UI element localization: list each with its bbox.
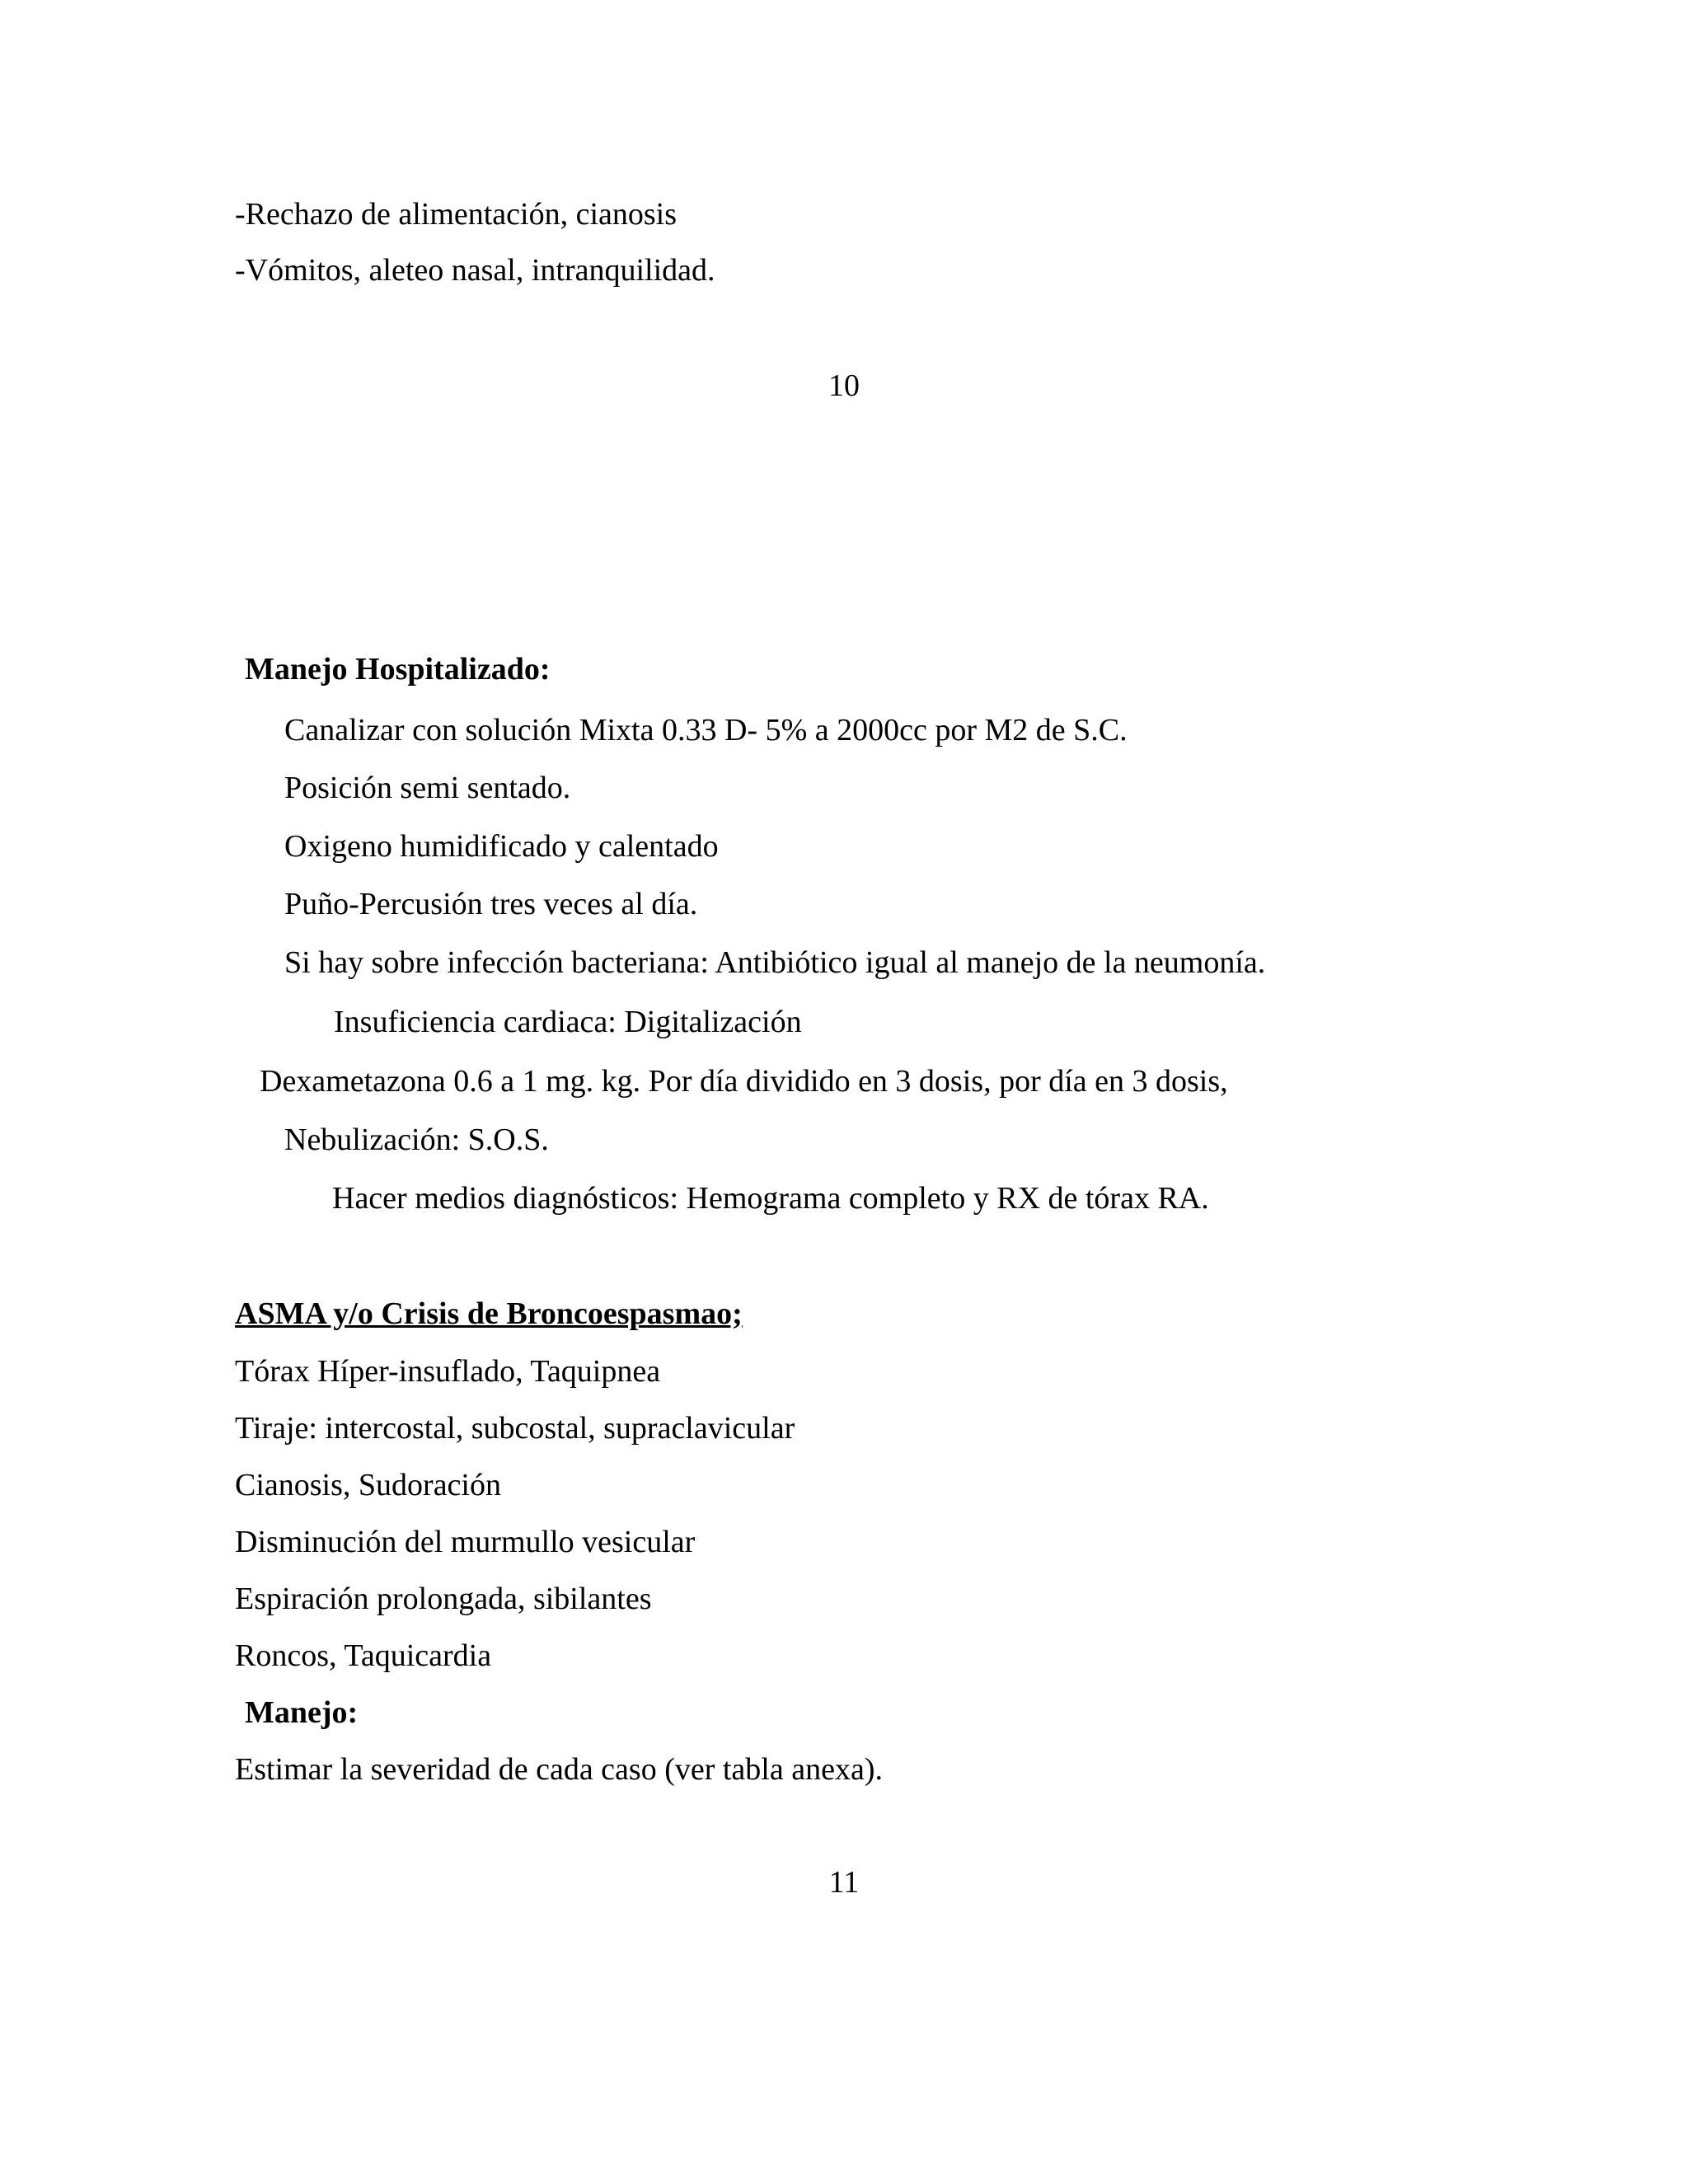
treatment-item: Oxigeno humidificado y calentado [284,829,719,864]
treatment-item: Si hay sobre infección bacteriana: Antibiótico igual al manejo de la neumonía. [284,945,1266,980]
symptom-line: -Vómitos, aleteo nasal, intranquilidad. [235,253,715,288]
symptom-line: -Rechazo de alimentación, cianosis [235,197,678,232]
treatment-item: Insuficiencia cardiaca: Digitalización [334,1005,802,1039]
sign-item: Cianosis, Sudoración [235,1468,501,1502]
treatment-item: Puño-Percusión tres veces al día. [284,887,698,921]
sign-item: Roncos, Taquicardia [235,1638,492,1673]
sign-item: Tiraje: intercostal, subcostal, supraclavicular [235,1411,795,1446]
treatment-item: Dexametazona 0.6 a 1 mg. kg. Por día dividido en 3 dosis, por día en 3 dosis, [260,1064,1228,1099]
section-heading-asma: ASMA y/o Crisis de Broncoespasmao; [235,1296,743,1331]
sign-item: Tórax Híper-insuflado, Taquipnea [235,1354,661,1389]
section-heading-manejo: Manejo: [245,1695,359,1730]
page-number: 11 [828,1865,860,1900]
treatment-item: Hacer medios diagnósticos: Hemograma completo y RX de tórax RA. [332,1181,1209,1216]
treatment-item: Nebulización: S.O.S. [284,1122,549,1157]
treatment-item: Posición semi sentado. [284,771,571,805]
page-number: 10 [828,368,860,403]
treatment-item: Canalizar con solución Mixta 0.33 D- 5% a 2000cc por M2 de S.C. [284,713,1128,748]
section-heading-manejo-hospitalizado: Manejo Hospitalizado: [245,652,551,687]
sign-item: Espiración prolongada, sibilantes [235,1582,652,1616]
sign-item: Disminución del murmullo vesicular [235,1525,696,1559]
manejo-text: Estimar la severidad de cada caso (ver tabla anexa). [235,1752,883,1787]
